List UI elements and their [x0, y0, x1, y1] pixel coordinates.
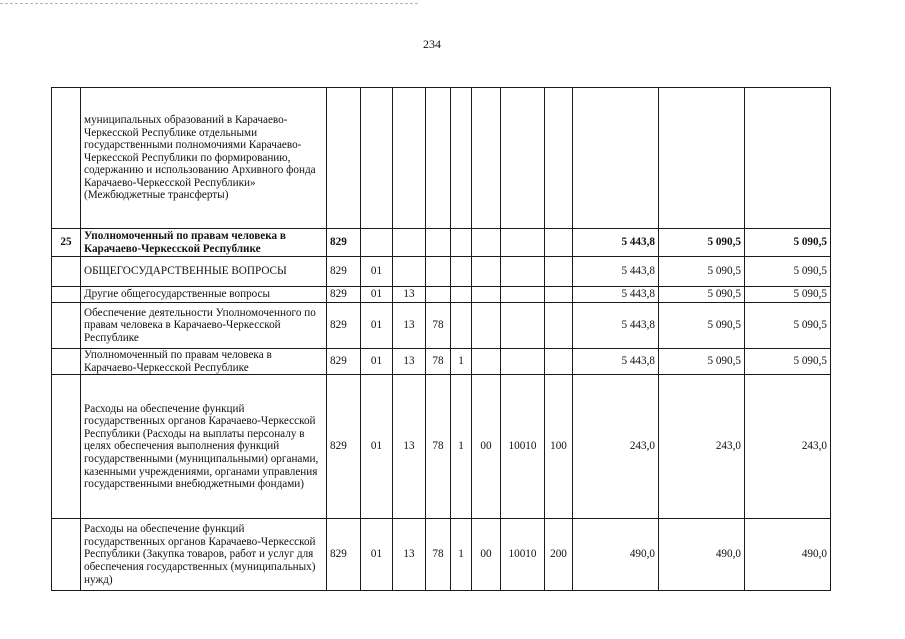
- code-program: [426, 229, 451, 257]
- item-name: ОБЩЕГОСУДАРСТВЕННЫЕ ВОПРОСЫ: [81, 257, 327, 287]
- amount-year-2: 243,0: [659, 375, 745, 519]
- code-expense-type: 100: [545, 375, 573, 519]
- code-program: 78: [426, 349, 451, 375]
- code-expense-type: [545, 287, 573, 303]
- table-row: [52, 257, 831, 287]
- row-number: [52, 303, 81, 349]
- table-row: [52, 88, 831, 229]
- row-number: [52, 257, 81, 287]
- amount-year-3: 243,0: [745, 375, 831, 519]
- amount-year-1: 5 443,8: [573, 303, 659, 349]
- row-number: [52, 519, 81, 591]
- code-expense-type: [545, 349, 573, 375]
- code-grbs: 829: [327, 519, 361, 591]
- item-name: Уполномоченный по правам человека в Карачаево-Черкесской Республике: [81, 229, 327, 257]
- item-name: Расходы на обеспечение функций государственных органов Карачаево-Черкесской Республики (Расходы на выплаты персоналу в целях обеспечения выполнения функций государственными (муниципальными) органами, казенными учреждениями, органами управления государственными внебюджетными фондами): [81, 375, 327, 519]
- code-subprogram: 1: [451, 349, 472, 375]
- code-section: 01: [361, 287, 393, 303]
- code-direction: [501, 287, 545, 303]
- code-subprogram: [451, 229, 472, 257]
- table-row: [52, 287, 831, 303]
- code-section: 01: [361, 303, 393, 349]
- code-subsection: 13: [393, 375, 426, 519]
- code-program: 78: [426, 303, 451, 349]
- scan-border-line: [0, 3, 420, 4]
- item-name: Другие общегосударственные вопросы: [81, 287, 327, 303]
- code-event: [472, 229, 501, 257]
- code-grbs: [327, 88, 361, 229]
- code-program: [426, 88, 451, 229]
- code-section: 01: [361, 349, 393, 375]
- code-program: 78: [426, 519, 451, 591]
- budget-table: [51, 87, 831, 591]
- code-event: [472, 287, 501, 303]
- code-subprogram: [451, 287, 472, 303]
- amount-year-1: 5 443,8: [573, 287, 659, 303]
- amount-year-1: [573, 88, 659, 229]
- item-name: Обеспечение деятельности Уполномоченного по правам человека в Карачаево-Черкесской Республике: [81, 303, 327, 349]
- code-direction: [501, 349, 545, 375]
- code-grbs: 829: [327, 349, 361, 375]
- code-event: [472, 303, 501, 349]
- code-program: [426, 257, 451, 287]
- page-number: 234: [423, 37, 441, 51]
- table-row: [52, 229, 831, 257]
- amount-year-2: 5 090,5: [659, 287, 745, 303]
- code-subsection: 13: [393, 349, 426, 375]
- amount-year-2: [659, 88, 745, 229]
- code-subsection: [393, 257, 426, 287]
- code-program: [426, 287, 451, 303]
- table-row: [52, 519, 831, 591]
- row-number: 25: [52, 229, 81, 257]
- code-direction: [501, 229, 545, 257]
- code-grbs: 829: [327, 257, 361, 287]
- item-name: муниципальных образований в Карачаево-Черкесской Республике отдельными государственными полномочиями Карачаево-Черкесской Республики по формированию, содержанию и использованию Архивного фонда Карачаево-Черкесской Республики» (Межбюджетные трансферты): [81, 88, 327, 229]
- code-grbs: 829: [327, 375, 361, 519]
- table-row: [52, 375, 831, 519]
- code-subprogram: [451, 303, 472, 349]
- code-subsection: 13: [393, 519, 426, 591]
- amount-year-3: 5 090,5: [745, 257, 831, 287]
- amount-year-1: 5 443,8: [573, 229, 659, 257]
- code-event: [472, 257, 501, 287]
- amount-year-3: 5 090,5: [745, 303, 831, 349]
- amount-year-3: 490,0: [745, 519, 831, 591]
- code-grbs: 829: [327, 303, 361, 349]
- code-direction: 10010: [501, 375, 545, 519]
- amount-year-2: 5 090,5: [659, 303, 745, 349]
- code-event: 00: [472, 519, 501, 591]
- code-subprogram: [451, 257, 472, 287]
- amount-year-3: 5 090,5: [745, 287, 831, 303]
- table-row: [52, 349, 831, 375]
- code-direction: [501, 88, 545, 229]
- table-row: [52, 303, 831, 349]
- code-direction: [501, 303, 545, 349]
- code-section: 01: [361, 519, 393, 591]
- code-event: [472, 88, 501, 229]
- amount-year-1: 5 443,8: [573, 349, 659, 375]
- code-event: [472, 349, 501, 375]
- code-event: 00: [472, 375, 501, 519]
- amount-year-3: [745, 88, 831, 229]
- row-number: [52, 375, 81, 519]
- code-grbs: 829: [327, 229, 361, 257]
- code-grbs: 829: [327, 287, 361, 303]
- item-name: Расходы на обеспечение функций государственных органов Карачаево-Черкесской Республики (Закупка товаров, работ и услуг для обеспечения государственных (муниципальных) нужд): [81, 519, 327, 591]
- code-subprogram: [451, 88, 472, 229]
- amount-year-2: 5 090,5: [659, 229, 745, 257]
- amount-year-3: 5 090,5: [745, 229, 831, 257]
- code-subprogram: 1: [451, 519, 472, 591]
- code-subsection: [393, 88, 426, 229]
- code-section: [361, 229, 393, 257]
- code-section: 01: [361, 257, 393, 287]
- amount-year-3: 5 090,5: [745, 349, 831, 375]
- code-expense-type: [545, 229, 573, 257]
- amount-year-1: 490,0: [573, 519, 659, 591]
- amount-year-1: 5 443,8: [573, 257, 659, 287]
- code-subsection: 13: [393, 303, 426, 349]
- amount-year-2: 490,0: [659, 519, 745, 591]
- code-direction: [501, 257, 545, 287]
- item-name: Уполномоченный по правам человека в Карачаево-Черкесской Республике: [81, 349, 327, 375]
- row-number: [52, 88, 81, 229]
- code-subsection: 13: [393, 287, 426, 303]
- code-expense-type: [545, 257, 573, 287]
- code-expense-type: [545, 88, 573, 229]
- row-number: [52, 287, 81, 303]
- code-subsection: [393, 229, 426, 257]
- code-expense-type: [545, 303, 573, 349]
- code-section: 01: [361, 375, 393, 519]
- code-expense-type: 200: [545, 519, 573, 591]
- amount-year-2: 5 090,5: [659, 349, 745, 375]
- code-program: 78: [426, 375, 451, 519]
- amount-year-2: 5 090,5: [659, 257, 745, 287]
- amount-year-1: 243,0: [573, 375, 659, 519]
- row-number: [52, 349, 81, 375]
- code-section: [361, 88, 393, 229]
- code-direction: 10010: [501, 519, 545, 591]
- code-subprogram: 1: [451, 375, 472, 519]
